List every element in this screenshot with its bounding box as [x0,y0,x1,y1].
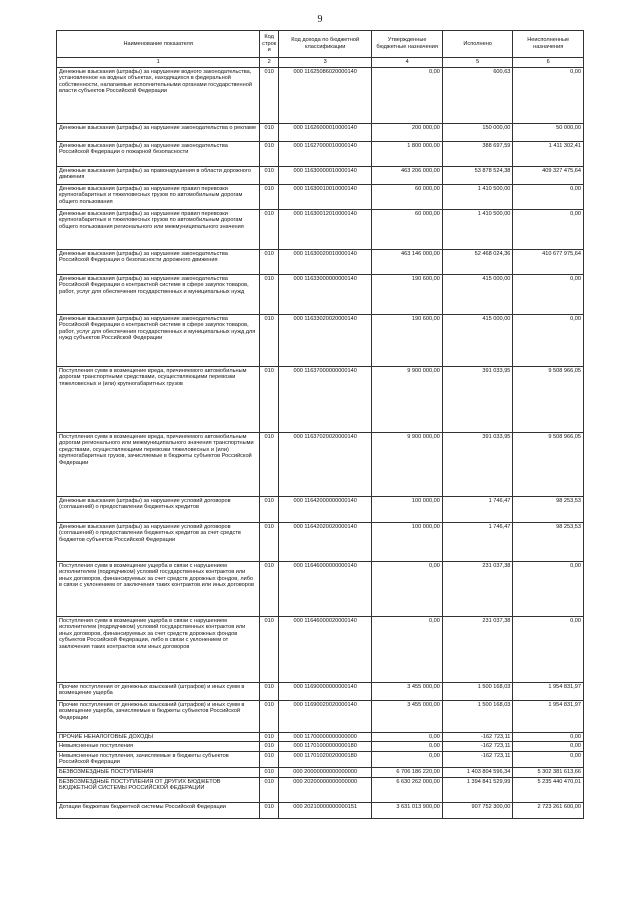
row-code: 010 [260,184,279,209]
row-approved: 0,00 [372,616,443,682]
row-kbk: 000 20000000000000000 [279,767,372,777]
row-approved: 60 000,00 [372,184,443,209]
column-number: 4 [372,58,443,68]
row-code: 010 [260,209,279,249]
row-unexecuted: 1 411 302,41 [513,141,584,166]
row-executed: 391 033,95 [442,432,513,496]
row-kbk: 000 11642000000000140 [279,496,372,522]
row-approved: 463 206 000,00 [372,166,443,184]
row-executed: 1 403 804 596,34 [442,767,513,777]
row-code: 010 [260,366,279,432]
row-executed: 231 037,38 [442,561,513,616]
row-name: Поступления сумм в возмещение вреда, причиняемого автомобильным дорогам регионального или межмуниципального значения транспортными средствами, осуществляющими перевозки тяжеловесных и (или) крупногабаритных грузов, зачисляемые в бюджеты субъектов Российской Федерации [57,432,260,496]
row-approved: 3 455 000,00 [372,700,443,732]
row-approved: 0,00 [372,751,443,767]
row-kbk: 000 20200000000000000 [279,777,372,802]
row-code: 010 [260,141,279,166]
row-kbk: 000 20210000000000151 [279,802,372,818]
row-kbk: 000 11633000000000140 [279,274,372,314]
row-executed: 1 410 500,00 [442,209,513,249]
row-executed: 907 752 300,00 [442,802,513,818]
row-kbk: 000 11701000000000180 [279,742,372,752]
row-unexecuted: 0,00 [513,209,584,249]
row-kbk: 000 11690000000000140 [279,682,372,700]
row-approved: 0,00 [372,67,443,123]
row-code: 010 [260,777,279,802]
row-name: Денежные взыскания (штрафы) за нарушение законодательства Российской Федерации о контрактной системе в сфере закупок товаров, работ, услуг для обеспечения государственных и муниципальных нужд для нужд субъектов Российской Федерации [57,314,260,366]
column-number-row [57,58,584,68]
row-name: Денежные взыскания (штрафы) за нарушение условий договоров (соглашений) о предоставлении бюджетных кредитов [57,496,260,522]
row-name: Денежные взыскания (штрафы) за нарушение законодательства о рекламе [57,123,260,141]
row-unexecuted: 0,00 [513,314,584,366]
row-name: Поступления сумм в возмещение вреда, причиняемого автомобильным дорогам транспортными средствами, осуществляющими перевозки тяжеловесных и (или) крупногабаритных грузов [57,366,260,432]
header-name: Наименование показателя [57,31,260,58]
row-executed: 391 033,95 [442,366,513,432]
row-approved: 6 630 262 000,00 [372,777,443,802]
row-name: Денежные взыскания (штрафы) за нарушение законодательства Российской Федерации о пожарной безопасности [57,141,260,166]
row-executed: 1 746,47 [442,522,513,561]
table-row [57,522,584,561]
row-approved: 1 800 000,00 [372,141,443,166]
row-code: 010 [260,751,279,767]
row-name: Прочие поступления от денежных взысканий (штрафов) и иных сумм в возмещение ущерба, зачисляемые в бюджеты субъектов Российской Федерации [57,700,260,732]
row-unexecuted: 1 954 831,97 [513,700,584,732]
row-kbk: 000 11637020020000140 [279,432,372,496]
row-approved: 0,00 [372,742,443,752]
row-code: 010 [260,274,279,314]
table-header-row [57,31,584,58]
row-kbk: 000 11637000000000140 [279,366,372,432]
row-name: Невыясненные поступления [57,742,260,752]
row-executed: 415 000,00 [442,314,513,366]
row-kbk: 000 11690020020000140 [279,700,372,732]
row-approved: 100 000,00 [372,496,443,522]
header-code: Код строк и [260,31,279,58]
row-name: Денежные взыскания (штрафы) за нарушение условий договоров (соглашений) о предоставлении бюджетных кредитов за счет средств бюджетов субъектов Российской Федерации [57,522,260,561]
row-unexecuted: 5 302 381 613,66 [513,767,584,777]
header-approved: Утвержденные бюджетные назначения [372,31,443,58]
row-code: 010 [260,700,279,732]
row-name: Денежные взыскания (штрафы) за нарушение водного законодательства, установленное на водных объектах, находящихся в федеральной собственности, налагаемые исполнительными органами государственной власти субъектов Российской Федерации [57,67,260,123]
row-executed: -162 723,11 [442,732,513,742]
table-row [57,314,584,366]
row-name: Денежные взыскания (штрафы) за нарушение законодательства Российской Федерации о безопасности дорожного движения [57,249,260,274]
row-kbk: 000 11646000000000140 [279,561,372,616]
table-row [57,432,584,496]
row-unexecuted: 2 723 261 600,00 [513,802,584,818]
row-approved: 190 600,00 [372,314,443,366]
table-row [57,751,584,767]
row-approved: 9 900 000,00 [372,366,443,432]
column-number: 1 [57,58,260,68]
table-row [57,767,584,777]
row-executed: 1 500 168,03 [442,700,513,732]
row-executed: 600,63 [442,67,513,123]
row-approved: 463 146 000,00 [372,249,443,274]
row-executed: 415 000,00 [442,274,513,314]
row-unexecuted: 0,00 [513,751,584,767]
row-name: БЕЗВОЗМЕЗДНЫЕ ПОСТУПЛЕНИЯ [57,767,260,777]
row-name: Невыясненные поступления, зачисляемые в бюджеты субъектов Российской Федерации [57,751,260,767]
row-approved: 9 900 000,00 [372,432,443,496]
table-row [57,561,584,616]
row-code: 010 [260,314,279,366]
row-executed: -162 723,11 [442,751,513,767]
row-code: 010 [260,432,279,496]
table-row [57,249,584,274]
row-unexecuted: 0,00 [513,561,584,616]
row-kbk: 000 11630010010000140 [279,184,372,209]
row-kbk: 000 11633020020000140 [279,314,372,366]
row-executed: 53 878 524,38 [442,166,513,184]
table-row [57,700,584,732]
row-kbk: 000 11625086020000140 [279,67,372,123]
row-approved: 100 000,00 [372,522,443,561]
table-row [57,141,584,166]
row-unexecuted: 410 677 975,64 [513,249,584,274]
header-unexecuted: Неисполненные назначения [513,31,584,58]
table-row [57,802,584,818]
table-row [57,184,584,209]
row-name: Дотации бюджетам бюджетной системы Российской Федерации [57,802,260,818]
row-code: 010 [260,67,279,123]
row-approved: 60 000,00 [372,209,443,249]
row-code: 010 [260,616,279,682]
row-approved: 3 455 000,00 [372,682,443,700]
row-code: 010 [260,742,279,752]
row-unexecuted: 50 000,00 [513,123,584,141]
row-kbk: 000 11630012010000140 [279,209,372,249]
row-kbk: 000 11642020020000140 [279,522,372,561]
row-executed: 1 746,47 [442,496,513,522]
row-unexecuted: 1 954 831,97 [513,682,584,700]
table-row [57,366,584,432]
row-code: 010 [260,732,279,742]
row-kbk: 000 11700000000000000 [279,732,372,742]
table-row [57,682,584,700]
page-number: 9 [317,14,323,25]
table-row [57,123,584,141]
row-executed: 231 037,38 [442,616,513,682]
column-number: 6 [513,58,584,68]
row-approved: 0,00 [372,732,443,742]
row-kbk: 000 11626000010000140 [279,123,372,141]
header-executed: Исполнено [442,31,513,58]
row-name: БЕЗВОЗМЕЗДНЫЕ ПОСТУПЛЕНИЯ ОТ ДРУГИХ БЮДЖЕТОВ БЮДЖЕТНОЙ СИСТЕМЫ РОССИЙСКОЙ ФЕДЕРАЦИИ [57,777,260,802]
row-unexecuted: 409 327 475,64 [513,166,584,184]
row-executed: 52 468 024,36 [442,249,513,274]
row-executed: 1 500 168,03 [442,682,513,700]
row-kbk: 000 11630020010000140 [279,249,372,274]
row-code: 010 [260,249,279,274]
column-number: 5 [442,58,513,68]
table-row [57,616,584,682]
row-code: 010 [260,767,279,777]
row-unexecuted: 98 253,53 [513,496,584,522]
row-unexecuted: 0,00 [513,732,584,742]
row-name: Поступления сумм в возмещение ущерба в связи с нарушением исполнителем (подрядчиком) условий государственных контрактов или иных договоров, финансируемых за счет средств дорожных фондов субъектов Российской Федерации, либо в связи с уклонением от заключения таких контрактов или иных договоров [57,616,260,682]
row-executed: 1 410 500,00 [442,184,513,209]
row-unexecuted: 0,00 [513,616,584,682]
row-code: 010 [260,682,279,700]
table-row [57,209,584,249]
row-executed: -162 723,11 [442,742,513,752]
table-row [57,496,584,522]
row-unexecuted: 0,00 [513,184,584,209]
row-executed: 388 697,59 [442,141,513,166]
row-code: 010 [260,496,279,522]
row-executed: 150 000,00 [442,123,513,141]
row-kbk: 000 11630000010000140 [279,166,372,184]
table-row [57,166,584,184]
column-number: 3 [279,58,372,68]
row-unexecuted: 98 253,53 [513,522,584,561]
header-kbk: Код дохода по бюджетной классификации [279,31,372,58]
row-approved: 190 600,00 [372,274,443,314]
row-code: 010 [260,561,279,616]
row-kbk: 000 11627000010000140 [279,141,372,166]
row-code: 010 [260,123,279,141]
row-unexecuted: 5 235 440 470,01 [513,777,584,802]
row-name: ПРОЧИЕ НЕНАЛОГОВЫЕ ДОХОДЫ [57,732,260,742]
row-name: Поступления сумм в возмещение ущерба в связи с нарушением исполнителем (подрядчиком) условий государственных контрактов или иных договоров, финансируемых за счет средств дорожных фондов, либо в связи с уклонением от заключения таких контрактов или иных договоров [57,561,260,616]
row-approved: 6 706 186 220,00 [372,767,443,777]
row-kbk: 000 11646000020000140 [279,616,372,682]
table-row [57,777,584,802]
column-number: 2 [260,58,279,68]
table-row [57,274,584,314]
row-approved: 0,00 [372,561,443,616]
row-kbk: 000 11701020020000180 [279,751,372,767]
row-name: Денежные взыскания (штрафы) за нарушение законодательства Российской Федерации о контрактной системе в сфере закупок товаров, работ, услуг для обеспечения государственных и муниципальных нужд [57,274,260,314]
budget-execution-table [56,30,584,819]
table-row [57,67,584,123]
row-unexecuted: 9 508 966,05 [513,366,584,432]
row-code: 010 [260,802,279,818]
row-unexecuted: 0,00 [513,742,584,752]
table-row [57,742,584,752]
row-approved: 3 631 013 900,00 [372,802,443,818]
row-unexecuted: 0,00 [513,274,584,314]
table-row [57,732,584,742]
row-name: Денежные взыскания (штрафы) за нарушение правил перевозки крупногабаритных и тяжеловесных грузов по автомобильным дорогам общего пользования регионального или межмуниципального значения [57,209,260,249]
row-approved: 200 000,00 [372,123,443,141]
row-name: Денежные взыскания (штрафы) за нарушение правил перевозки крупногабаритных и тяжеловесных грузов по автомобильным дорогам общего пользования [57,184,260,209]
row-name: Денежные взыскания (штрафы) за правонарушения в области дорожного движения [57,166,260,184]
row-unexecuted: 0,00 [513,67,584,123]
row-name: Прочие поступления от денежных взысканий (штрафов) и иных сумм в возмещение ущерба [57,682,260,700]
row-code: 010 [260,522,279,561]
row-code: 010 [260,166,279,184]
row-unexecuted: 9 508 966,05 [513,432,584,496]
row-executed: 1 394 841 529,99 [442,777,513,802]
